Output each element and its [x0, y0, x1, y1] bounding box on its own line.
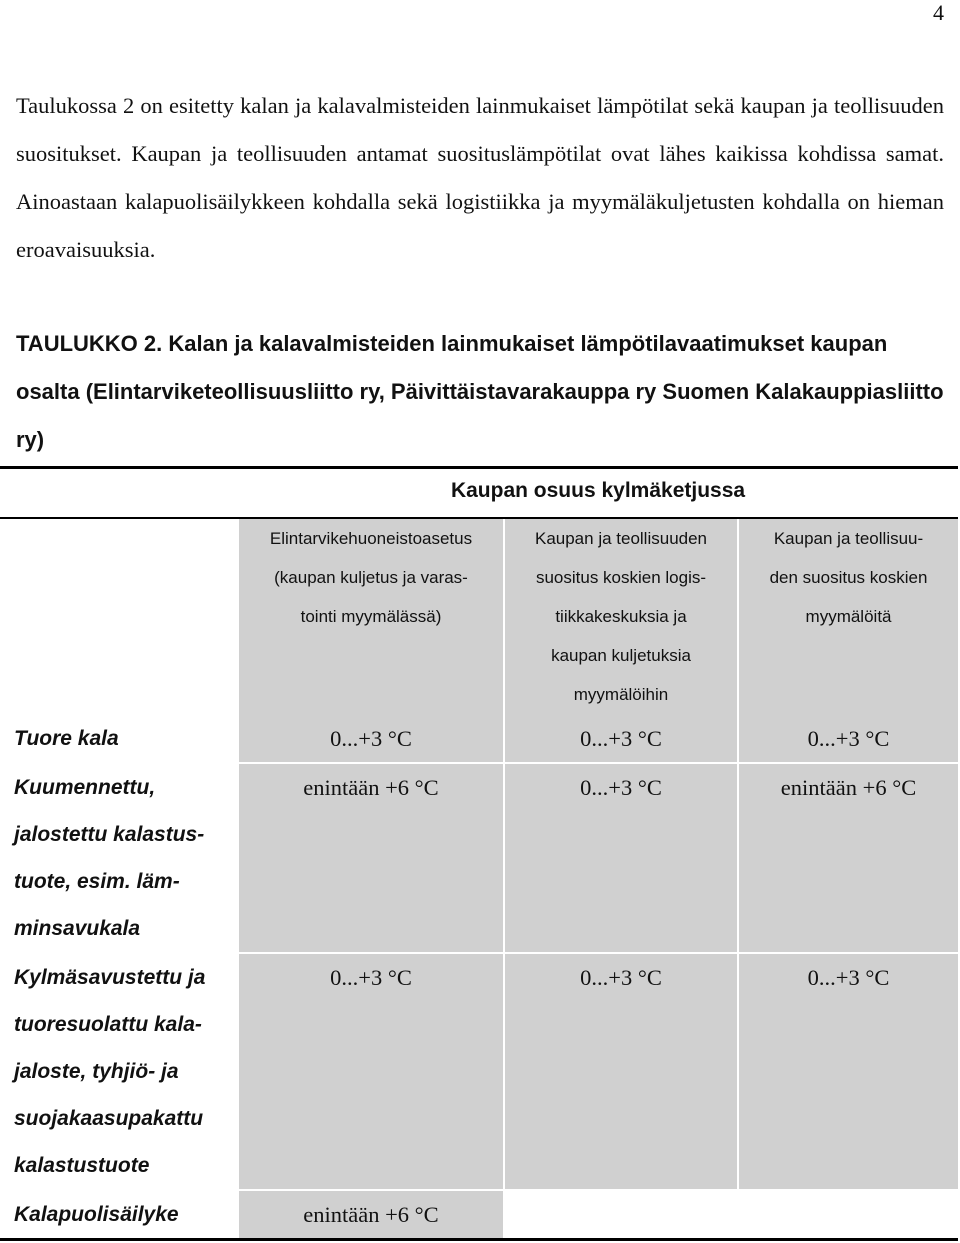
page-number: 4: [933, 0, 944, 26]
table-bottom-rule: [0, 1240, 958, 1243]
table-cell: enintään +6 °C: [238, 763, 504, 953]
table-cell: [504, 1190, 738, 1240]
table-cell: 0...+3 °C: [504, 763, 738, 953]
table-super-header-row: [0, 468, 958, 519]
table-cell: 0...+3 °C: [504, 715, 738, 763]
table-column-header-row: [0, 518, 958, 715]
table-row: [0, 763, 958, 953]
intro-paragraph: Taulukossa 2 on esitetty kalan ja kalavalmisteiden lainmukaiset lämpötilat sekä kaupan ja teollisuuden suositukset. Kaupan ja teollisuuden antamat suosituslämpötilat ovat lähes kaikissa kohdissa samat. Ainoastaan kalapuolisäilykkeen kohdalla sekä logistiikka ja myymäläkuljetusten kohdalla on hieman eroavaisuuksia.: [16, 82, 944, 274]
row-label: Kalapuolisäilyke: [0, 1190, 238, 1240]
table-caption: TAULUKKO 2. Kalan ja kalavalmisteiden lainmukaiset lämpötilavaatimukset kaupan osalta (Elintarviketeollisuusliitto ry, Päivittäistavarakauppa ry Suomen Kalakauppiasliitto ry): [16, 320, 944, 464]
column-header-3: Kaupan ja teollisuu- den suositus koskien myymälöitä: [738, 518, 958, 715]
row-label: Kylmäsavustettu ja tuoresuolattu kala- jaloste, tyhjiö- ja suojakaasupakattu kalastustuote: [0, 953, 238, 1190]
temperature-table: [0, 466, 960, 1243]
column-header-1: Elintarvikehuoneistoasetus (kaupan kuljetus ja varas- tointi myymälässä): [238, 518, 504, 715]
table-row: [0, 1190, 958, 1240]
super-header: Kaupan osuus kylmäketjussa: [238, 468, 958, 519]
table-cell: 0...+3 °C: [738, 715, 958, 763]
table-cell: 0...+3 °C: [738, 953, 958, 1190]
table-cell: enintään +6 °C: [738, 763, 958, 953]
table-cell: 0...+3 °C: [238, 715, 504, 763]
table-cell: [738, 1190, 958, 1240]
row-label: Kuumennettu, jalostettu kalastus- tuote, esim. läm- minsavukala: [0, 763, 238, 953]
row-label: Tuore kala: [0, 715, 238, 763]
table-cell: 0...+3 °C: [238, 953, 504, 1190]
table-cell: 0...+3 °C: [504, 953, 738, 1190]
table-row: [0, 715, 958, 763]
column-header-2: Kaupan ja teollisuuden suositus koskien logis- tiikkakeskuksia ja kaupan kuljetuksia myymälöihin: [504, 518, 738, 715]
table-row: [0, 953, 958, 1190]
table-cell: enintään +6 °C: [238, 1190, 504, 1240]
